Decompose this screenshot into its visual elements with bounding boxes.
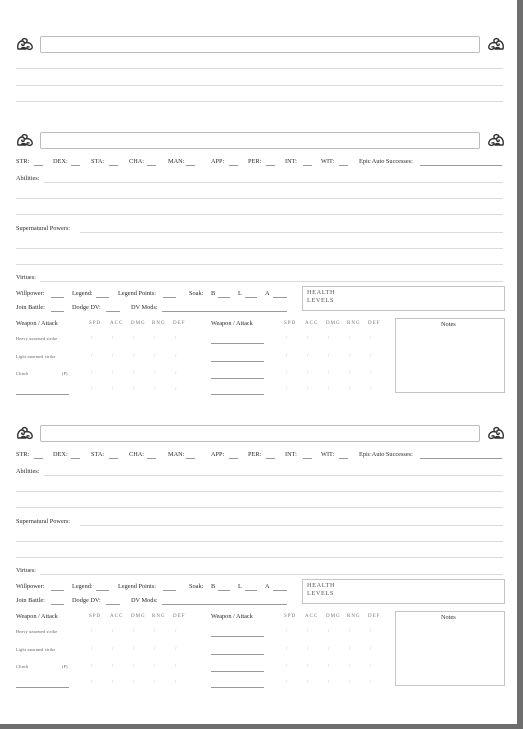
block-a-soak-label: Soak: [189, 290, 204, 297]
character-name-field[interactable] [40, 36, 480, 53]
block-b-supernatural-powers-label: Supernatural Powers: [16, 518, 71, 525]
block-a-right-slash-2-4: / [370, 371, 372, 376]
block-a-stat-cha-label: CHA: [129, 158, 145, 165]
block-b-stat-str-field [34, 458, 43, 459]
block-b-virtues-label: Virtues: [16, 567, 36, 574]
block-b-left-slash-0-0: / [91, 629, 93, 634]
block-a-stat-sta-label: STA: [91, 158, 105, 165]
ruled-line [16, 557, 503, 558]
block-a-right-slash-2-2: / [328, 371, 330, 376]
ruled-line [40, 281, 503, 282]
block-b-right-slash-3-0: / [286, 680, 288, 685]
block-b-stat-sta-field [109, 458, 118, 459]
block-b-legend-points-field [163, 590, 176, 591]
block-a-stat-dex-label: DEX: [53, 158, 68, 165]
block-b-join-battle-label: Join Battle: [16, 597, 45, 604]
block-b-stat-cha-label: CHA: [129, 451, 145, 458]
block-b-right-slash-0-0: / [286, 629, 288, 634]
block-b-right-col-dmg: DMG [326, 614, 341, 619]
block-b-abilities-label: Abilities: [16, 468, 40, 475]
fleur-ornament-icon [16, 37, 34, 51]
block-b-stat-app-label: APP: [211, 451, 225, 458]
block-b-stat-app-field [229, 458, 238, 459]
block-b-stat-man-label: MAN: [168, 451, 185, 458]
block-b-soak-l-field [245, 590, 257, 591]
block-b-right-slash-1-4: / [370, 647, 372, 652]
block-b-soak-a-label: A [265, 583, 270, 590]
block-a-left-slash-2-1: / [112, 371, 114, 376]
block-b-right-slash-2-0: / [286, 664, 288, 669]
block-a-attack-name-0: Heavy unarmed strike [16, 336, 58, 341]
block-b-left-attack-field-3 [16, 687, 69, 688]
block-b-left-slash-0-2: / [133, 629, 135, 634]
block-a-stat-sta-field [109, 165, 118, 166]
block-b-dv-mods-label: DV Mods: [131, 597, 158, 604]
block-a-stat-wit-label: WIT: [321, 158, 335, 165]
block-a-left-slash-1-3: / [154, 354, 156, 359]
block-b-left-slash-3-4: / [175, 680, 177, 685]
block-b-willpower-label: Willpower: [16, 583, 45, 590]
block-b-stat-wit-label: WIT: [321, 451, 335, 458]
block-b-health-label: HEALTH [307, 582, 336, 589]
block-a-stat-str-field [34, 165, 43, 166]
block-b-notes-label: Notes [441, 614, 456, 621]
ruled-line [16, 541, 503, 542]
block-a-left-weapon-attack-header: Weapon / Attack [16, 320, 58, 327]
block-b-right-slash-2-3: / [349, 664, 351, 669]
block-b-right-slash-1-3: / [349, 647, 351, 652]
block-a-left-slash-0-3: / [154, 336, 156, 341]
block-a-stat-int-label: INT: [285, 158, 297, 165]
block-a-left-attack-field-3 [16, 394, 69, 395]
ruled-line [44, 475, 503, 476]
block-b-attack-name-0: Heavy unarmed strike [16, 629, 58, 634]
block-a-willpower-field [51, 297, 64, 298]
block-b-dodge-dv-field [106, 604, 120, 605]
block-b-stat-int-label: INT: [285, 451, 297, 458]
block-b-left-slash-1-0: / [91, 647, 93, 652]
block-a-stat-int-field [303, 165, 312, 166]
block-a-stat-epic-label: Epic Auto Successes: [359, 158, 413, 165]
block-a-left-slash-3-0: / [91, 387, 93, 392]
block-a-soak-b-label: B [211, 290, 216, 297]
block-a-stat-str-label: STR: [16, 158, 30, 165]
fleur-ornament-icon [487, 426, 505, 440]
block-b-soak-b-field [218, 590, 230, 591]
ruled-line [80, 232, 503, 233]
block-a-left-slash-0-2: / [133, 336, 135, 341]
block-a-epic-auto-successes-field [420, 165, 502, 166]
ruled-line [80, 525, 503, 526]
block-a-left-col-dmg: DMG [131, 321, 146, 326]
block-a-right-slash-0-2: / [328, 336, 330, 341]
block-b-right-slash-3-2: / [328, 680, 330, 685]
block-a-left-slash-2-4: / [175, 371, 177, 376]
block-b-left-weapon-attack-header: Weapon / Attack [16, 613, 58, 620]
block-a-legend-field [96, 297, 109, 298]
block-a-right-slash-2-1: / [307, 371, 309, 376]
block-a-left-col-rng: RNG [152, 321, 166, 326]
block-b-dv-mods-field [162, 604, 287, 605]
block-a-right-col-acc: ACC [305, 321, 319, 326]
block-a-left-slash-3-4: / [175, 387, 177, 392]
block-b-right-slash-2-1: / [307, 664, 309, 669]
block-a-left-slash-1-0: / [91, 354, 93, 359]
ruled-line [16, 507, 503, 508]
block-a-right-col-spd: SPD [284, 321, 297, 326]
block-b-right-col-def: DEF [368, 614, 381, 619]
block-a-soak-b-field [218, 297, 230, 298]
block-a-left-slash-0-4: / [175, 336, 177, 341]
block-a-right-slash-0-3: / [349, 336, 351, 341]
block-b-left-col-spd: SPD [89, 614, 102, 619]
block-b-stat-per-label: PER: [248, 451, 262, 458]
block-b-left-slash-2-0: / [91, 664, 93, 669]
block-b-right-slash-1-2: / [328, 647, 330, 652]
block-b-left-slash-2-3: / [154, 664, 156, 669]
block-b-right-attack-field-2 [211, 671, 264, 672]
block-b-stat-dex-label: DEX: [53, 451, 68, 458]
page-shadow [517, 0, 523, 729]
block-b-stat-dex-field [71, 458, 80, 459]
block-b-epic-auto-successes-field [420, 458, 502, 459]
block-b-right-slash-2-4: / [370, 664, 372, 669]
block-a-stat-man-field [186, 165, 195, 166]
block-b-stat-cha-field [147, 458, 156, 459]
block-a-clinch-p: (P) [62, 371, 68, 376]
block-a-stat-app-label: APP: [211, 158, 225, 165]
block-b-stat-str-label: STR: [16, 451, 30, 458]
ruled-line [16, 248, 503, 249]
block-b-left-slash-2-4: / [175, 664, 177, 669]
block-a-right-slash-0-0: / [286, 336, 288, 341]
block-b-left-slash-3-0: / [91, 680, 93, 685]
block-a-virtues-label: Virtues: [16, 274, 36, 281]
block-b-right-slash-1-0: / [286, 647, 288, 652]
ruled-line [16, 214, 503, 215]
block-b-legend-label: Legend: [72, 583, 93, 590]
block-b-levels-label: LEVELS [307, 590, 335, 597]
block-b-stat-man-field [186, 458, 195, 459]
block-a-stat-dex-field [71, 165, 80, 166]
block-a-join-battle-field [51, 311, 64, 312]
block-a-right-slash-3-1: / [307, 387, 309, 392]
block-a-right-slash-0-4: / [370, 336, 372, 341]
block-a-right-slash-3-3: / [349, 387, 351, 392]
block-b-willpower-field [51, 590, 64, 591]
block-a-abilities-label: Abilities: [16, 175, 40, 182]
ruled-line [16, 264, 503, 265]
block-b-stat-int-field [303, 458, 312, 459]
block-a-right-col-def: DEF [368, 321, 381, 326]
block-b-left-slash-1-2: / [133, 647, 135, 652]
block-a-attack-name-2: Clinch [16, 371, 29, 376]
block-b-left-slash-1-3: / [154, 647, 156, 652]
block-b-legend-points-label: Legend Points: [118, 583, 156, 590]
ruled-line [16, 68, 503, 69]
block-b-left-slash-3-3: / [154, 680, 156, 685]
block-a-soak-l-field [245, 297, 257, 298]
block-b-right-col-rng: RNG [347, 614, 361, 619]
block-b-right-slash-3-1: / [307, 680, 309, 685]
block-a-left-col-acc: ACC [110, 321, 124, 326]
block-a-right-slash-1-3: / [349, 354, 351, 359]
block-a-dodge-dv-label: Dodge DV: [72, 304, 101, 311]
block-a-right-col-rng: RNG [347, 321, 361, 326]
block-b-right-slash-0-3: / [349, 629, 351, 634]
block-a-right-slash-0-1: / [307, 336, 309, 341]
fleur-ornament-icon [16, 426, 34, 440]
block-a-dv-mods-field [162, 311, 287, 312]
block-a-name-field[interactable] [40, 132, 480, 149]
ruled-line [44, 182, 503, 183]
block-b-dodge-dv-label: Dodge DV: [72, 597, 101, 604]
block-b-right-slash-0-2: / [328, 629, 330, 634]
ruled-line [16, 198, 503, 199]
block-a-right-attack-field-3 [211, 394, 264, 395]
block-b-right-slash-0-1: / [307, 629, 309, 634]
block-a-notes-label: Notes [441, 321, 456, 328]
block-a-left-slash-1-2: / [133, 354, 135, 359]
block-a-left-col-def: DEF [173, 321, 186, 326]
fleur-ornament-icon [16, 133, 34, 147]
block-a-left-slash-1-4: / [175, 354, 177, 359]
block-a-join-battle-label: Join Battle: [16, 304, 45, 311]
block-a-right-weapon-attack-header: Weapon / Attack [211, 320, 253, 327]
block-a-left-slash-2-0: / [91, 371, 93, 376]
block-b-left-col-acc: ACC [110, 614, 124, 619]
block-b-right-col-spd: SPD [284, 614, 297, 619]
block-b-soak-b-label: B [211, 583, 216, 590]
block-a-soak-a-label: A [265, 290, 270, 297]
fleur-ornament-icon [487, 37, 505, 51]
block-a-right-attack-field-0 [211, 343, 264, 344]
ruled-line [16, 85, 503, 86]
fleur-ornament-icon [487, 133, 505, 147]
block-b-soak-label: Soak: [189, 583, 204, 590]
block-a-right-slash-2-0: / [286, 371, 288, 376]
block-b-soak-l-label: L [238, 583, 242, 590]
block-a-legend-points-label: Legend Points: [118, 290, 156, 297]
block-a-left-slash-0-0: / [91, 336, 93, 341]
block-a-stat-app-field [229, 165, 238, 166]
block-a-right-attack-field-1 [211, 361, 264, 362]
block-b-right-slash-0-4: / [370, 629, 372, 634]
block-b-left-slash-0-1: / [112, 629, 114, 634]
block-b-left-slash-0-4: / [175, 629, 177, 634]
block-a-stat-cha-field [147, 165, 156, 166]
block-b-left-col-rng: RNG [152, 614, 166, 619]
block-b-clinch-p: (P) [62, 664, 68, 669]
block-a-stat-per-field [266, 165, 275, 166]
block-b-legend-field [96, 590, 109, 591]
block-a-left-slash-2-3: / [154, 371, 156, 376]
block-a-stat-wit-field [339, 165, 348, 166]
block-b-left-col-def: DEF [173, 614, 186, 619]
block-a-left-slash-2-2: / [133, 371, 135, 376]
block-b-right-col-acc: ACC [305, 614, 319, 619]
block-b-left-slash-1-1: / [112, 647, 114, 652]
block-a-stat-per-label: PER: [248, 158, 262, 165]
block-a-right-slash-1-4: / [370, 354, 372, 359]
block-a-left-slash-3-3: / [154, 387, 156, 392]
block-b-left-slash-0-3: / [154, 629, 156, 634]
block-b-attack-name-2: Clinch [16, 664, 29, 669]
block-b-right-weapon-attack-header: Weapon / Attack [211, 613, 253, 620]
block-b-stat-epic-label: Epic Auto Successes: [359, 451, 413, 458]
block-b-name-field[interactable] [40, 425, 480, 442]
ruled-line [16, 101, 503, 102]
block-a-right-col-dmg: DMG [326, 321, 341, 326]
block-b-stat-sta-label: STA: [91, 451, 105, 458]
block-a-levels-label: LEVELS [307, 297, 335, 304]
ruled-line [16, 491, 503, 492]
block-b-left-slash-2-1: / [112, 664, 114, 669]
block-b-right-attack-field-3 [211, 687, 264, 688]
block-a-supernatural-powers-label: Supernatural Powers: [16, 225, 71, 232]
block-b-stat-wit-field [339, 458, 348, 459]
block-a-attack-name-1: Light unarmed strike [16, 354, 56, 359]
block-a-right-slash-1-0: / [286, 354, 288, 359]
block-a-legend-label: Legend: [72, 290, 93, 297]
block-a-left-slash-3-1: / [112, 387, 114, 392]
block-b-right-slash-1-1: / [307, 647, 309, 652]
block-a-notes-box[interactable] [395, 318, 505, 393]
block-a-left-slash-0-1: / [112, 336, 114, 341]
block-a-willpower-label: Willpower: [16, 290, 45, 297]
block-b-right-slash-2-2: / [328, 664, 330, 669]
block-a-right-slash-2-3: / [349, 371, 351, 376]
block-a-right-attack-field-2 [211, 378, 264, 379]
block-a-soak-l-label: L [238, 290, 242, 297]
block-a-right-slash-3-2: / [328, 387, 330, 392]
block-a-left-col-spd: SPD [89, 321, 102, 326]
block-b-right-attack-field-0 [211, 636, 264, 637]
block-a-legend-points-field [163, 297, 176, 298]
block-a-left-slash-3-2: / [133, 387, 135, 392]
block-b-attack-name-1: Light unarmed strike [16, 647, 56, 652]
block-b-right-slash-3-4: / [370, 680, 372, 685]
block-b-left-col-dmg: DMG [131, 614, 146, 619]
block-b-left-slash-3-2: / [133, 680, 135, 685]
block-a-dodge-dv-field [106, 311, 120, 312]
block-a-stat-man-label: MAN: [168, 158, 185, 165]
block-a-health-label: HEALTH [307, 289, 336, 296]
block-b-left-slash-2-2: / [133, 664, 135, 669]
block-a-right-slash-1-2: / [328, 354, 330, 359]
block-a-right-slash-3-0: / [286, 387, 288, 392]
block-b-right-attack-field-1 [211, 654, 264, 655]
ruled-line [40, 574, 503, 575]
block-b-left-slash-1-4: / [175, 647, 177, 652]
block-a-right-slash-1-1: / [307, 354, 309, 359]
block-a-left-slash-1-1: / [112, 354, 114, 359]
block-a-dv-mods-label: DV Mods: [131, 304, 158, 311]
block-b-soak-a-field [273, 590, 287, 591]
block-b-left-slash-3-1: / [112, 680, 114, 685]
block-b-right-slash-3-3: / [349, 680, 351, 685]
block-b-notes-box[interactable] [395, 611, 505, 686]
block-b-join-battle-field [51, 604, 64, 605]
block-b-stat-per-field [266, 458, 275, 459]
block-a-soak-a-field [273, 297, 287, 298]
block-a-right-slash-3-4: / [370, 387, 372, 392]
